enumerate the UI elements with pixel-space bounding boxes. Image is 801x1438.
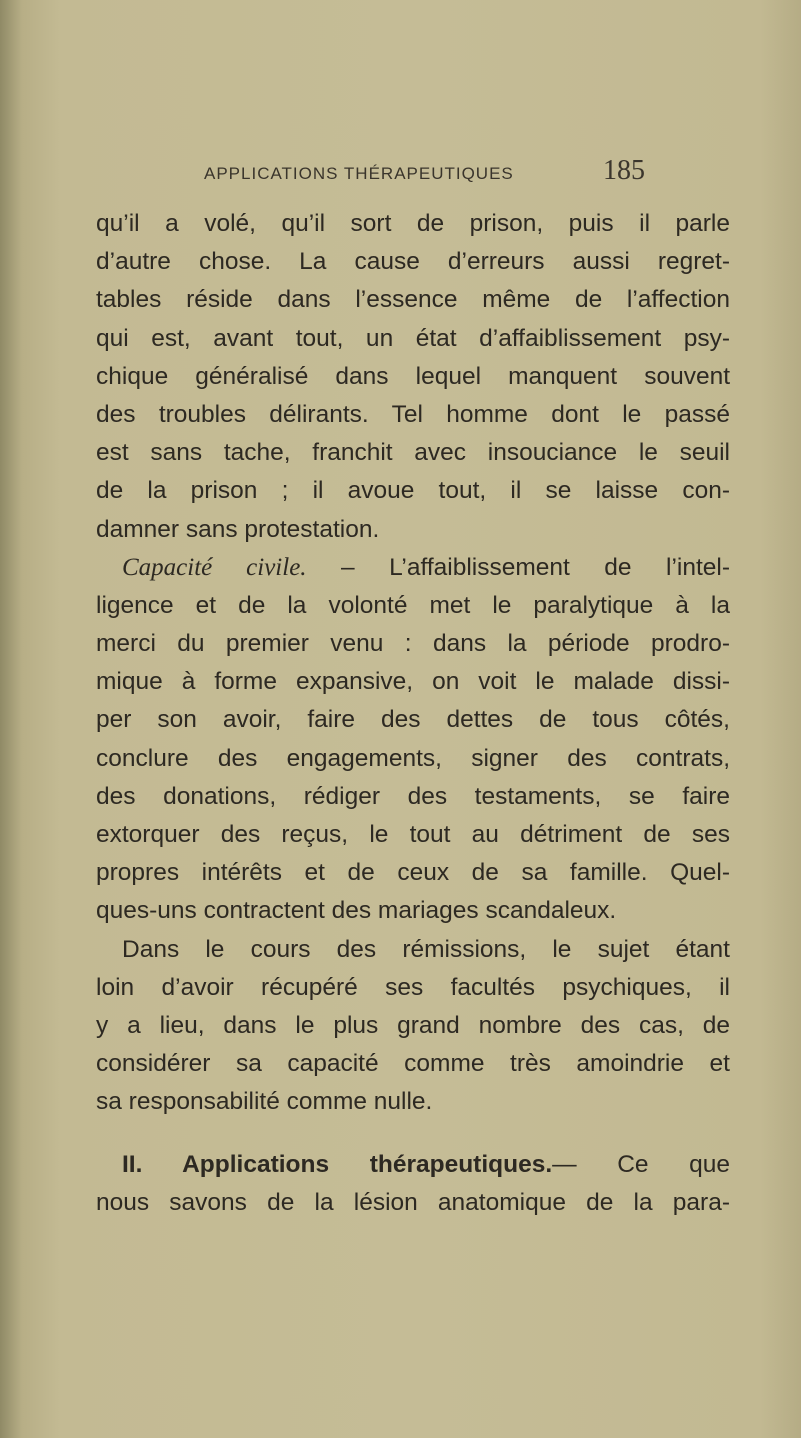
- text-line: damner sans protestation.: [96, 515, 380, 543]
- text-line: conclure des engagements, signer des contrats,: [96, 744, 730, 772]
- text-line: tables réside dans l’essence même de l’affection: [96, 286, 730, 314]
- text-line: des donations, rédiger des testaments, se faire: [96, 782, 730, 810]
- page-number: 185: [603, 155, 645, 186]
- text-line: chique généralisé dans lequel manquent souvent: [96, 362, 730, 390]
- text-line: ligence et de la volonté met le paralytique à la: [96, 591, 730, 619]
- body-text: [96, 205, 730, 1222]
- paragraph-first-line: [96, 549, 730, 587]
- text-run: — Ce que: [552, 1150, 730, 1178]
- text-line: des troubles délirants. Tel homme dont le passé: [96, 400, 730, 428]
- text-line: d’autre chose. La cause d’erreurs aussi regret-: [96, 248, 730, 276]
- text-line: sa responsabilité comme nulle.: [96, 1088, 433, 1116]
- text-line: de la prison ; il avoue tout, il se laisse con-: [96, 477, 730, 505]
- italic-heading: Capacité civile.: [122, 553, 307, 581]
- running-title: APPLICATIONS THÉRAPEUTIQUES: [204, 164, 514, 183]
- text-line: loin d’avoir récupéré ses facultés psychiques, il: [96, 973, 730, 1001]
- text-line: merci du premier venu : dans la période prodro-: [96, 630, 730, 658]
- text-line: per son avoir, faire des dettes de tous côtés,: [96, 706, 730, 734]
- text-line: extorquer des reçus, le tout au détriment de ses: [96, 821, 730, 848]
- text-line: Dans le cours des rémissions, le sujet étant: [122, 935, 730, 963]
- section-heading: II. Applications thérapeutiques.: [122, 1150, 553, 1178]
- text-line: ques-uns contractent des mariages scandaleux.: [96, 897, 617, 925]
- text-line: nous savons de la lésion anatomique de la para-: [96, 1188, 730, 1216]
- text-line: est sans tache, franchit avec insouciance le seuil: [96, 439, 730, 467]
- text-line: considérer sa capacité comme très amoindrie et: [96, 1050, 730, 1078]
- text-run: – L’affaiblissement de l’intel-: [306, 553, 730, 581]
- text-line: qui est, avant tout, un état d’affaiblissement psy-: [96, 324, 730, 352]
- text-line: qu’il a volé, qu’il sort de prison, puis il parle: [96, 210, 730, 237]
- text-line: propres intérêts et de ceux de sa famille. Quel-: [96, 859, 730, 887]
- text-line: mique à forme expansive, on voit le malade dissi-: [96, 668, 730, 696]
- text-line: y a lieu, dans le plus grand nombre des cas, de: [96, 1011, 730, 1039]
- section-first-line: [96, 1146, 730, 1184]
- section-spacer: [96, 1122, 730, 1146]
